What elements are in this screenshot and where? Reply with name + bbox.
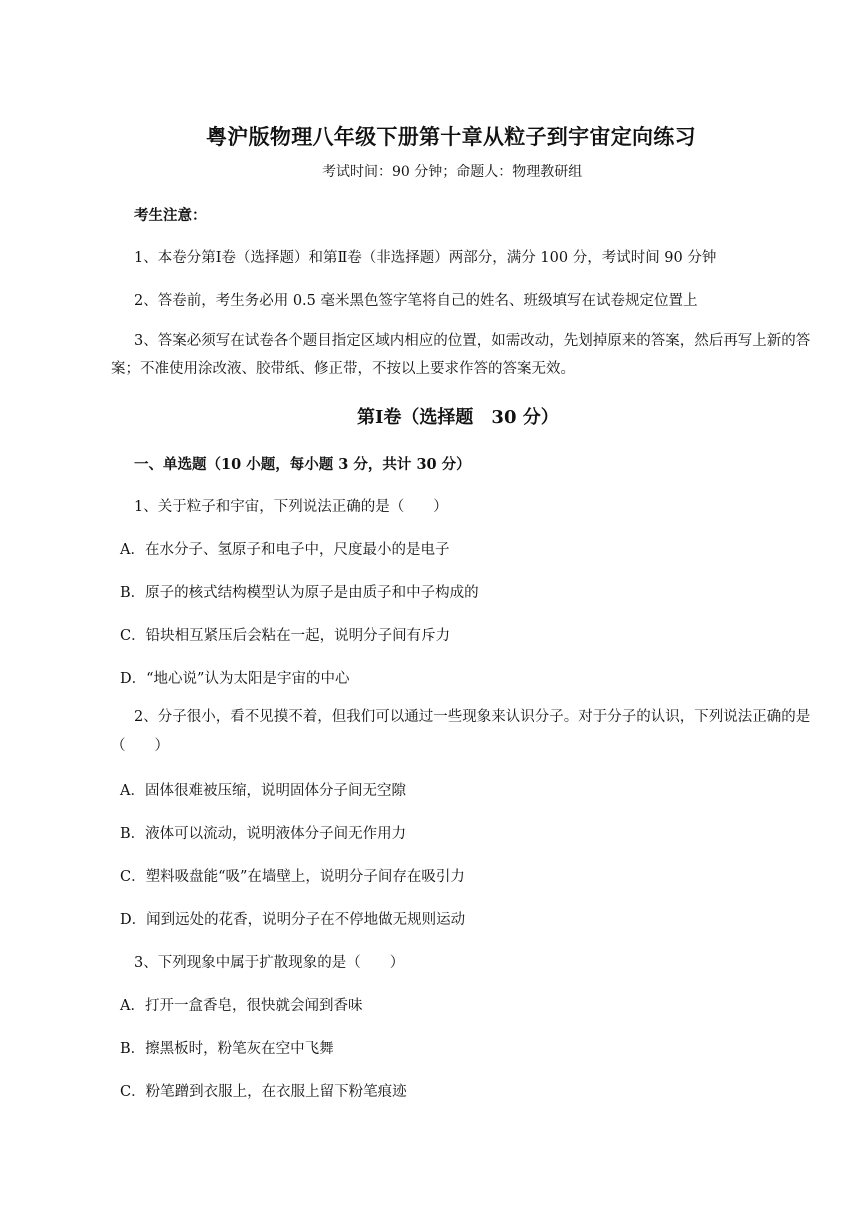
notice-item: 3、答案必须写在试卷各个题目指定区域内相应的位置，如需改动，先划掉原来的答案，然后再写上新的答案；不准使用涂改液、胶带纸、修正带，不按以上要求作答的答案无效。 [111, 333, 811, 377]
answer-option: B．原子的核式结构模型认为原子是由质子和中子构成的 [120, 585, 479, 601]
answer-option: C．塑料吸盘能“吸”在墙壁上，说明分子间存在吸引力 [120, 869, 465, 885]
answer-option: B．擦黑板时，粉笔灰在空中飞舞 [120, 1041, 334, 1057]
answer-option: A．打开一盒香皂，很快就会闻到香味 [120, 998, 363, 1014]
answer-option: D．“地心说”认为太阳是宇宙的中心 [120, 671, 350, 687]
answer-option: B．液体可以流动，说明液体分子间无作用力 [120, 826, 407, 842]
answer-option: D．闻到远处的花香，说明分子在不停地做无规则运动 [120, 912, 466, 928]
exam-info: 考试时间：90 分钟；命题人：物理教研组 [322, 164, 583, 180]
notice-item: 1、本卷分第Ⅰ卷（选择题）和第Ⅱ卷（非选择题）两部分，满分 100 分，考试时间 90 分钟 [134, 250, 717, 266]
answer-option: C．铅块相互紧压后会粘在一起，说明分子间有斥力 [120, 628, 451, 644]
answer-option: A．固体很难被压缩，说明固体分子间无空隙 [120, 783, 406, 799]
question-stem: 3、下列现象中属于扩散现象的是（ ） [134, 955, 405, 971]
answer-option: C．粉笔蹭到衣服上，在衣服上留下粉笔痕迹 [120, 1084, 407, 1100]
notice-item: 2、答卷前，考生务必用 0.5 毫米黑色签字笔将自己的姓名、班级填写在试卷规定位置上 [134, 293, 698, 309]
answer-option: A．在水分子、氢原子和电子中，尺度最小的是电子 [120, 542, 450, 558]
section-title: 第Ⅰ卷（选择题 30 分） [357, 407, 559, 428]
question-stem: 2、分子很小，看不见摸不着，但我们可以通过一些现象来认识分子。对于分子的认识，下列说法正确的是（ ） [111, 709, 811, 754]
question-stem: 1、关于粒子和宇宙，下列说法正确的是（ ） [134, 499, 448, 515]
notice-heading: 考生注意： [134, 207, 207, 224]
page-title: 粤沪版物理八年级下册第十章从粒子到宇宙定向练习 [206, 124, 696, 149]
part-heading: 一、单选题（10 小题，每小题 3 分，共计 30 分） [134, 456, 471, 473]
